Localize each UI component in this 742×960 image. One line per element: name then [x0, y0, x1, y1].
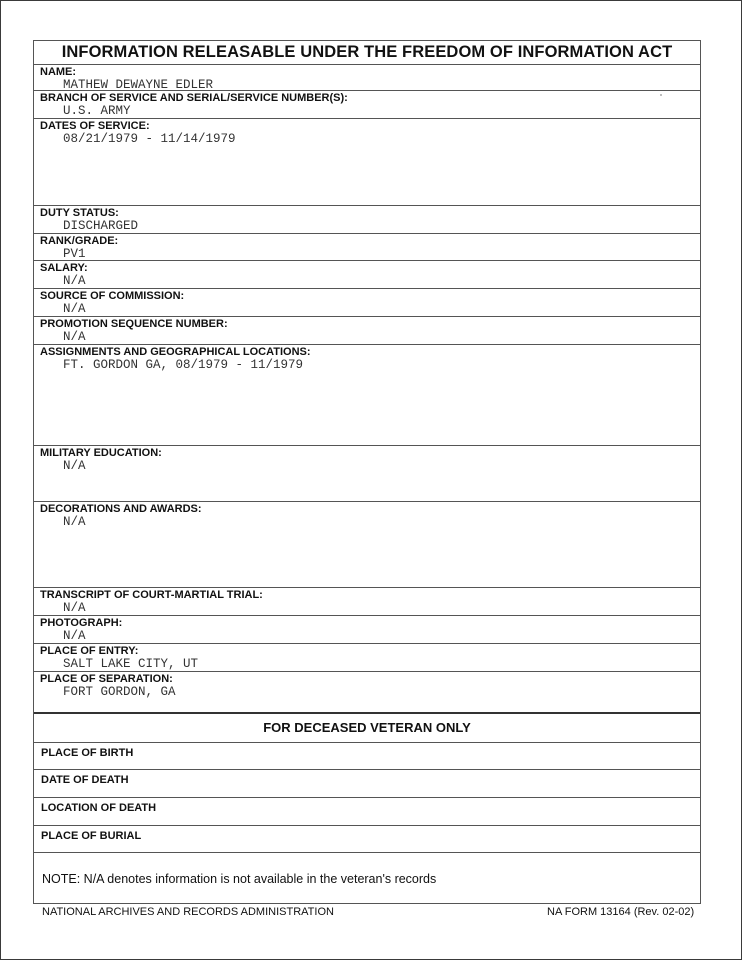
field-label: SOURCE OF COMMISSION:	[40, 290, 185, 302]
field-branch-of-service	[34, 91, 700, 119]
field-value: FT. GORDON GA, 08/1979 - 11/1979	[63, 358, 304, 372]
field-label: PLACE OF ENTRY:	[40, 645, 139, 657]
field-label: MILITARY EDUCATION:	[40, 447, 162, 459]
field-value: SALT LAKE CITY, UT	[63, 657, 199, 671]
field-label: PLACE OF BIRTH	[41, 747, 134, 759]
field-value: N/A	[63, 274, 86, 288]
field-label: RANK/GRADE:	[40, 235, 119, 247]
field-label: DATES OF SERVICE:	[40, 120, 150, 132]
field-label: NAME:	[40, 66, 77, 78]
field-label: TRANSCRIPT OF COURT-MARTIAL TRIAL:	[40, 589, 263, 601]
field-label: ASSIGNMENTS AND GEOGRAPHICAL LOCATIONS:	[40, 346, 311, 358]
field-value: N/A	[63, 459, 86, 473]
field-label: DECORATIONS AND AWARDS:	[40, 503, 202, 515]
scan-speck	[660, 94, 662, 96]
field-place-of-burial	[34, 826, 700, 853]
field-place-of-separation	[34, 672, 700, 712]
field-label: DUTY STATUS:	[40, 207, 119, 219]
deceased-section-heading: FOR DECEASED VETERAN ONLY	[34, 712, 700, 743]
foia-form	[33, 40, 701, 904]
field-label: PHOTOGRAPH:	[40, 617, 123, 629]
field-dates-of-service	[34, 119, 700, 206]
field-label: PLACE OF SEPARATION:	[40, 673, 173, 685]
field-value: PV1	[63, 247, 86, 261]
field-label: DATE OF DEATH	[41, 774, 129, 786]
field-place-of-entry	[34, 644, 700, 672]
field-rank-grade	[34, 234, 700, 261]
field-value: N/A	[63, 601, 86, 615]
field-label: PROMOTION SEQUENCE NUMBER:	[40, 318, 228, 330]
note-text: NOTE: N/A denotes information is not available in the veteran's records	[42, 872, 437, 886]
field-court-martial-transcript	[34, 588, 700, 616]
field-photograph	[34, 616, 700, 644]
field-name	[34, 65, 700, 91]
footer-form-number: NA FORM 13164 (Rev. 02-02)	[547, 906, 695, 918]
field-source-of-commission	[34, 289, 700, 317]
field-value: N/A	[63, 629, 86, 643]
field-label: BRANCH OF SERVICE AND SERIAL/SERVICE NUMBER(S):	[40, 92, 348, 104]
field-value: N/A	[63, 302, 86, 316]
field-salary	[34, 261, 700, 289]
field-value: DISCHARGED	[63, 219, 139, 233]
field-label: PLACE OF BURIAL	[41, 830, 142, 842]
field-value: 08/21/1979 - 11/14/1979	[63, 132, 236, 146]
field-label: LOCATION OF DEATH	[41, 802, 157, 814]
field-decorations-and-awards	[34, 502, 700, 588]
field-value: MATHEW DEWAYNE EDLER	[63, 78, 214, 92]
field-location-of-death	[34, 798, 700, 826]
field-value: FORT GORDON, GA	[63, 685, 176, 699]
field-value: N/A	[63, 515, 86, 529]
field-value: U.S. ARMY	[63, 104, 131, 118]
footer-agency: NATIONAL ARCHIVES AND RECORDS ADMINISTRATION	[42, 906, 334, 918]
field-place-of-birth	[34, 743, 700, 770]
field-military-education	[34, 446, 700, 502]
field-label: SALARY:	[40, 262, 88, 274]
field-value: N/A	[63, 330, 86, 344]
field-date-of-death	[34, 770, 700, 798]
field-promotion-sequence-number	[34, 317, 700, 345]
note-box	[34, 853, 700, 903]
field-duty-status	[34, 206, 700, 234]
form-title: INFORMATION RELEASABLE UNDER THE FREEDOM OF INFORMATION ACT	[34, 41, 700, 65]
field-assignments	[34, 345, 700, 446]
